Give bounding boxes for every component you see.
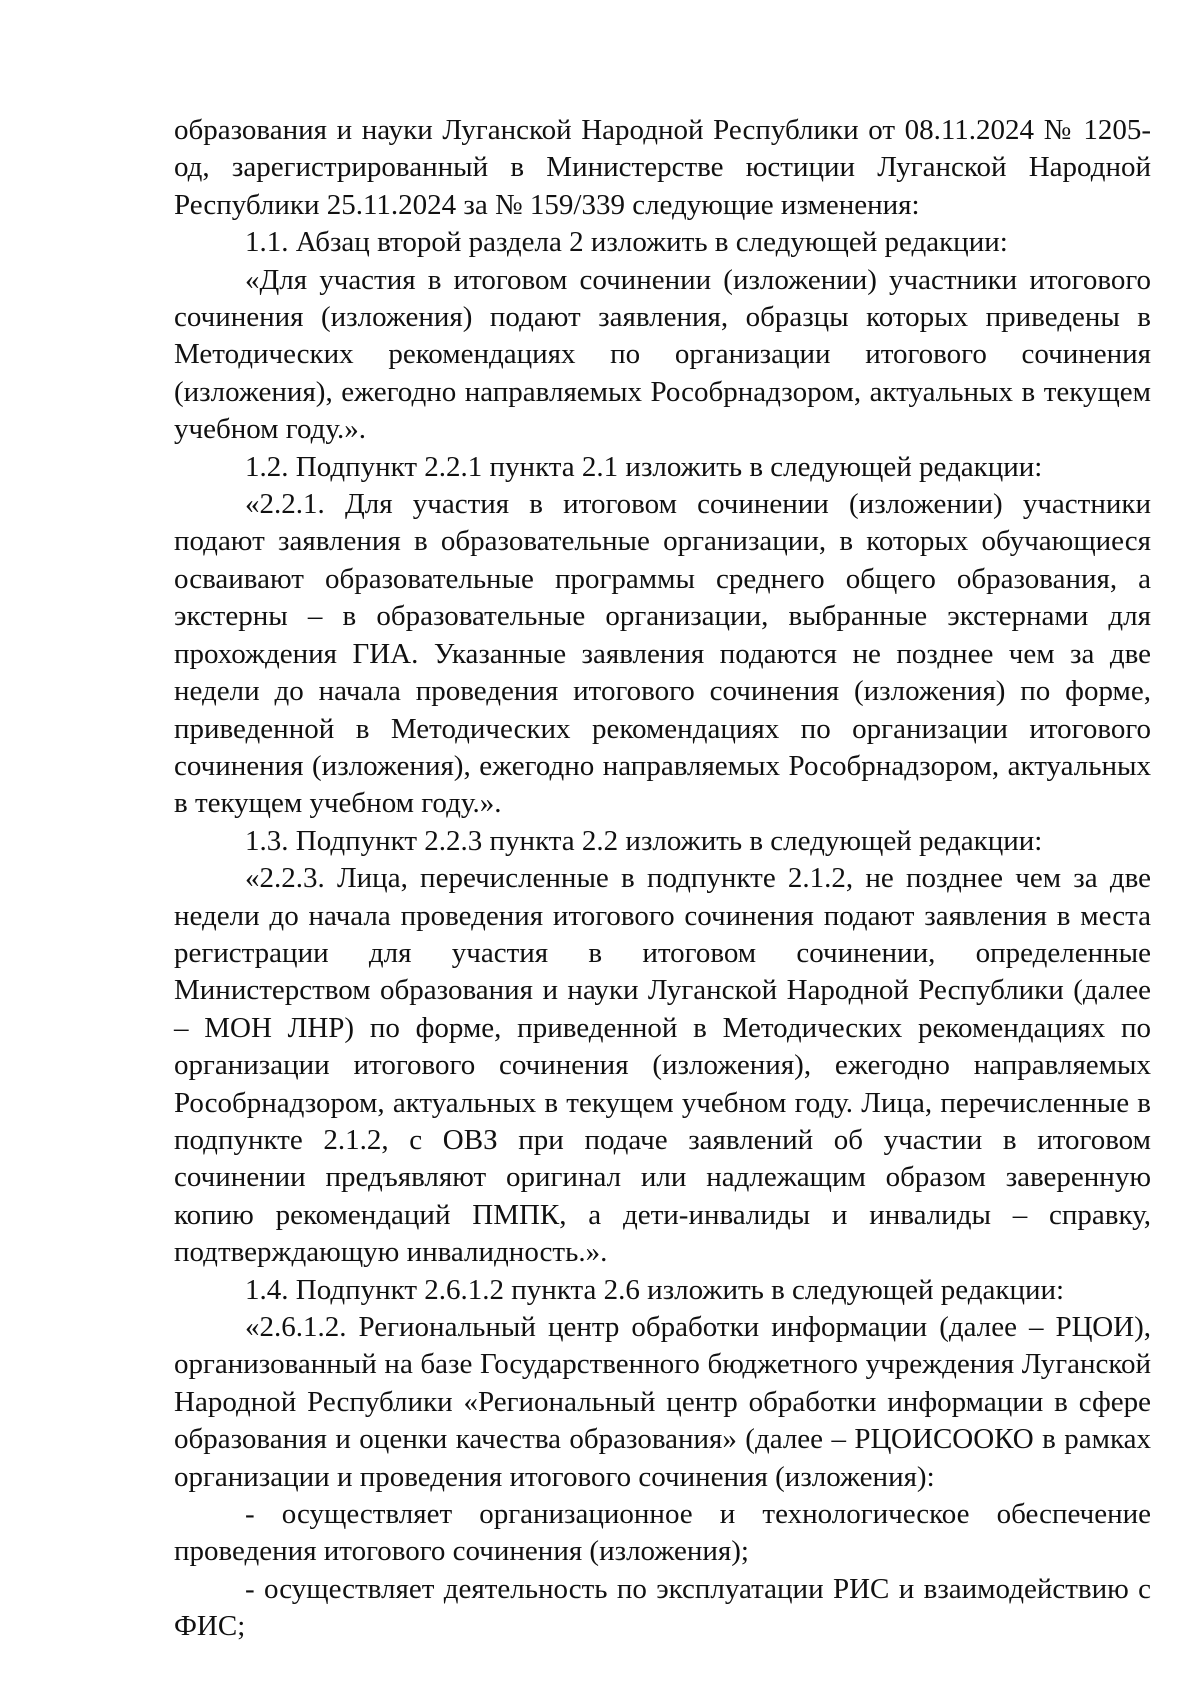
paragraph-quote-1-3: «2.2.3. Лица, перечисленные в подпункте 2.1.2, не позднее чем за две недели до начала проведения итогового сочинения подают заявления в места регистрации для участия в итоговом сочинении, определенные Министерством образования и науки Луганской Народной Республики (далее – МОН ЛНР) по форме, приведенной в Методических рекомендациях по организации итогового сочинения (изложения), ежегодно направляемых Рособрнадзором, актуальных в текущем учебном году. Лица, перечисленные в подпункте 2.1.2, с ОВЗ при подаче заявлений об участии в итоговом сочинении предъявляют оригинал или надлежащим образом заверенную копию рекомендаций ПМПК, а дети-инвалиды и инвалиды – справку, подтверждающую инвалидность.». bbox=[174, 862, 1151, 1269]
paragraph-item-1-2: 1.2. Подпункт 2.2.1 пункта 2.1 изложить в следующей редакции: bbox=[245, 450, 1043, 483]
paragraph-item-1-4: 1.4. Подпункт 2.6.1.2 пункта 2.6 изложить в следующей редакции: bbox=[245, 1273, 1065, 1306]
paragraph-item-1-1: 1.1. Абзац второй раздела 2 изложить в следующей редакции: bbox=[245, 226, 1008, 259]
paragraph-quote-1-2: «2.2.1. Для участия в итоговом сочинении (изложении) участники подают заявления в образовательные организации, в которых обучающиеся осваивают образовательные программы среднего общего образования, а экстерны – в образовательные организации, выбранные экстернами для прохождения ГИА. Указанные заявления подаются не позднее чем за две недели до начала проведения итогового сочинения (изложения) по форме, приведенной в Методических рекомендациях по организации итогового сочинения (изложения), ежегодно направляемых Рособрнадзором, актуальных в текущем учебном году.». bbox=[174, 488, 1151, 820]
paragraph-intro: образования и науки Луганской Народной Республики от 08.11.2024 № 1205-од, зарегистрированный в Министерстве юстиции Луганской Народной Республики 25.11.2024 за № 159/339 следующие изменения: bbox=[174, 114, 1151, 221]
paragraph-bullet-2: - осуществляет деятельность по эксплуатации РИС и взаимодействию с ФИС; bbox=[174, 1572, 1151, 1643]
document-body bbox=[174, 112, 1151, 1646]
paragraph-quote-1-4: «2.6.1.2. Региональный центр обработки информации (далее – РЦОИ), организованный на базе Государственного бюджетного учреждения Луганской Народной Республики «Региональный центр обработки информации в сфере образования и оценки качества образования» (далее – РЦОИСООКО в рамках организации и проведения итогового сочинения (изложения): bbox=[174, 1311, 1151, 1493]
paragraph-bullet-1: - осуществляет организационное и технологическое обеспечение проведения итогового сочинения (изложения); bbox=[174, 1498, 1151, 1568]
paragraph-quote-1-1: «Для участия в итоговом сочинении (изложении) участники итогового сочинения (изложения) подают заявления, образцы которых приведены в Методических рекомендациях по организации итогового сочинения (изложения), ежегодно направляемых Рособрнадзором, актуальных в текущем учебном году.». bbox=[174, 263, 1151, 446]
paragraph-item-1-3: 1.3. Подпункт 2.2.3 пункта 2.2 изложить в следующей редакции: bbox=[245, 824, 1043, 857]
